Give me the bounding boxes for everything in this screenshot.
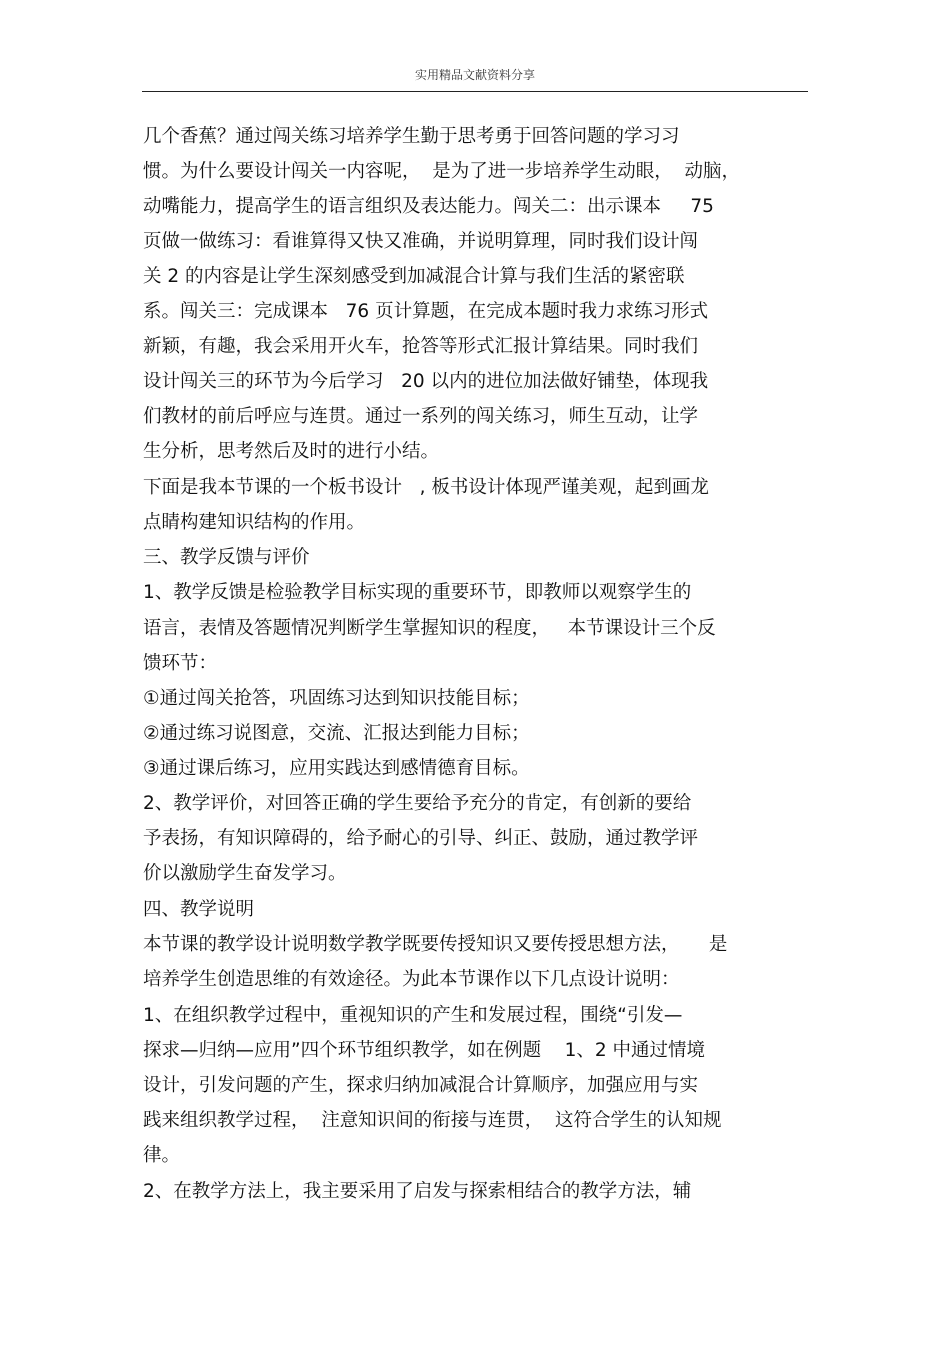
text-line: 馈环节：	[143, 653, 218, 674]
text-line: 们教材的前后呼应与连贯。通过一系列的闯关练习，师生互动，让学	[143, 406, 699, 427]
text-line: 价以激励学生奋发学习。	[143, 863, 347, 884]
text-line: 2、在教学方法上，我主要采用了启发与探索相结合的教学方法，辅	[143, 1181, 692, 1202]
page-header: 实用精品文献资料分享	[414, 68, 535, 82]
text-line: 语言，表情及答题情况判断学生掌握知识的程度， 本节课设计三个反	[143, 618, 716, 639]
text-line: 予表扬，有知识障碍的，给予耐心的引导、纠正、鼓励，通过教学评	[143, 828, 699, 849]
text-line: 1、教学反馈是检验教学目标实现的重要环节，即教师以观察学生的	[143, 582, 692, 603]
text-line: 设计，引发问题的产生，探求归纳加减混合计算顺序，加强应用与实	[143, 1075, 699, 1096]
text-line: 律。	[143, 1145, 181, 1166]
list-item: ②通过练习说图意，交流、汇报达到能力目标；	[143, 723, 530, 744]
text-line: 惯。为什么要设计闯关一内容呢， 是为了进一步培养学生动眼， 动脑，	[143, 161, 741, 182]
text-line: 1、在组织教学过程中，重视知识的产生和发展过程，围绕“引发—	[143, 1005, 683, 1026]
text-line: 设计闯关三的环节为今后学习 20 以内的进位加法做好铺垫，体现我	[143, 371, 709, 392]
list-item: ③通过课后练习，应用实践达到感情德育目标。	[143, 758, 530, 779]
text-line: 下面是我本节课的一个板书设计 , 板书设计体现严谨美观，起到画龙	[143, 477, 709, 498]
text-line: 动嘴能力，提高学生的语言组织及表达能力。闯关二：出示课本 75	[143, 196, 714, 217]
header-divider	[142, 91, 808, 92]
text-line: 探求—归纳—应用”四个环节组织教学，如在例题 1、2 中通过情境	[143, 1040, 706, 1061]
list-item: ①通过闯关抢答，巩固练习达到知识技能目标；	[143, 688, 530, 709]
text-line: 几个香蕉？通过闯关练习培养学生勤于思考勇于回答问题的学习习	[143, 126, 680, 147]
text-line: 培养学生创造思维的有效途径。为此本节课作以下几点设计说明：	[143, 969, 680, 990]
text-line: 点睛构建知识结构的作用。	[143, 512, 366, 533]
section-heading: 三、教学反馈与评价	[143, 547, 310, 568]
text-line: 系。闯关三：完成课本 76 页计算题，在完成本题时我力求练习形式	[143, 301, 709, 322]
section-heading: 四、教学说明	[143, 899, 255, 920]
text-line: 生分析，思考然后及时的进行小结。	[143, 441, 440, 462]
text-line: 本节课的教学设计说明数学教学既要传授知识又要传授思想方法， 是	[143, 934, 728, 955]
text-line: 2、教学评价，对回答正确的学生要给予充分的肯定，有创新的要给	[143, 793, 692, 814]
text-line: 践来组织教学过程， 注意知识间的衔接与连贯， 这符合学生的认知规	[143, 1110, 722, 1131]
text-line: 页做一做练习：看谁算得又快又准确，并说明算理，同时我们设计闯	[143, 231, 699, 252]
text-line: 关 2 的内容是让学生深刻感受到加减混合计算与我们生活的紧密联	[143, 266, 685, 287]
text-line: 新颖，有趣，我会采用开火车，抢答等形式汇报计算结果。同时我们	[143, 336, 699, 357]
